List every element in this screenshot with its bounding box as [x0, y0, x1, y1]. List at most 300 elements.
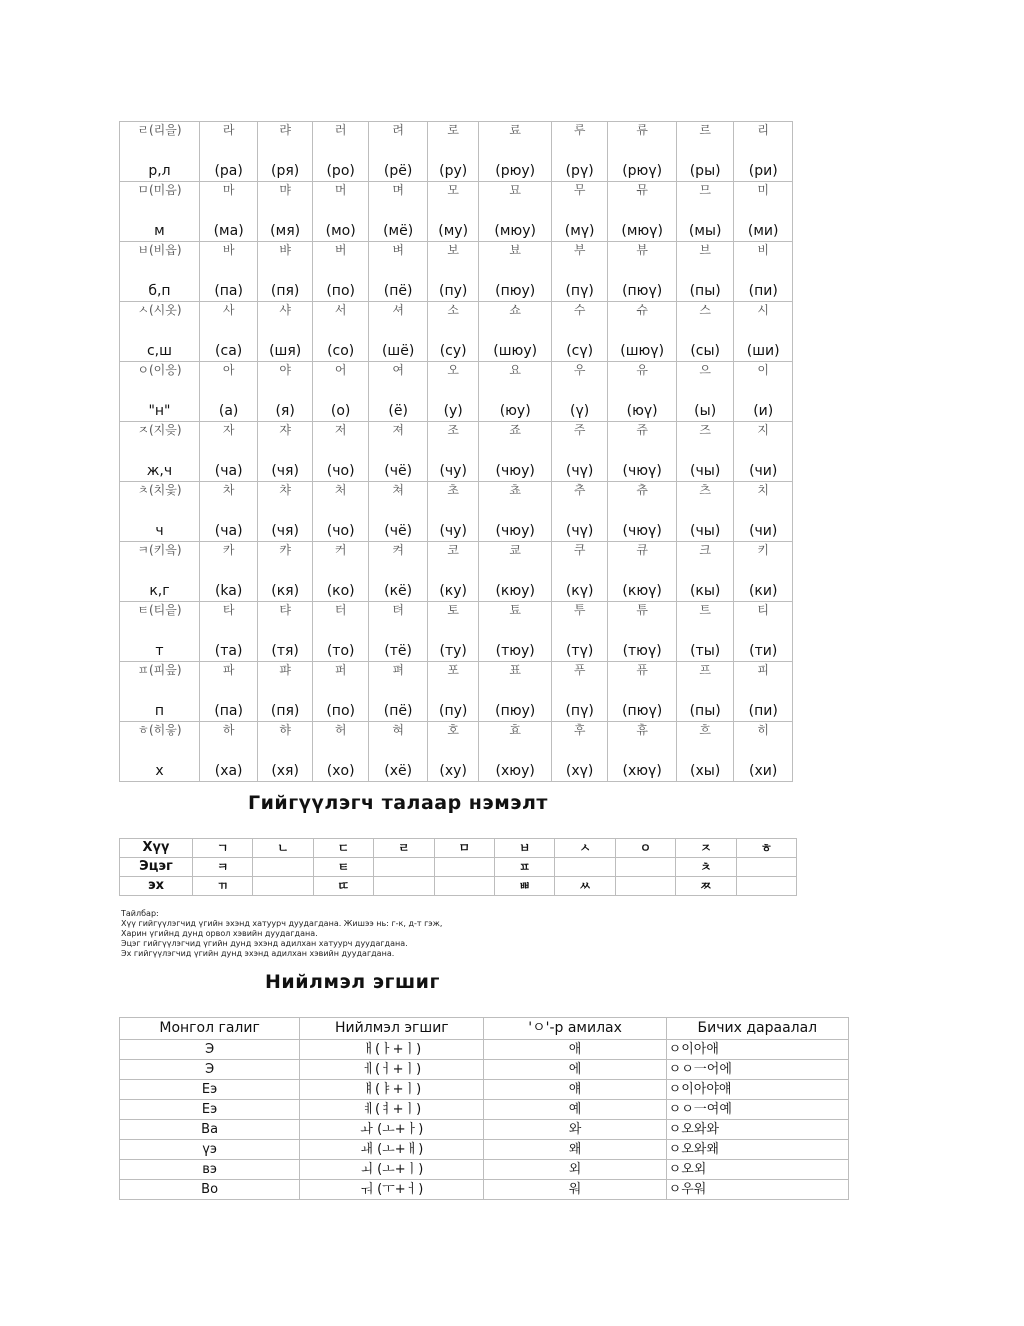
consonant-cell: ㅅ	[555, 839, 615, 858]
hangul-syllable: 므	[699, 183, 711, 197]
syllable-translit: (хү)	[565, 763, 594, 779]
hangul-syllable: 쳐	[392, 483, 404, 497]
hangul-syllable: 시	[757, 303, 769, 317]
syllable-cell	[734, 542, 793, 602]
consonant-translit: с,ш	[146, 343, 172, 359]
syllable-cell	[551, 182, 607, 242]
syllable-translit: (чюү)	[622, 463, 662, 479]
syllable-cell	[551, 482, 607, 542]
consonant-cell	[120, 722, 200, 782]
consonant-cell	[120, 302, 200, 362]
syllable-cell	[734, 482, 793, 542]
compound-vowel-cell: ㅔ(ㅓ+ㅣ)	[300, 1060, 484, 1080]
syllable-translit: (мү)	[564, 223, 595, 239]
syllable-translit: (кюу)	[495, 583, 535, 599]
syllable-translit: (пи)	[748, 703, 778, 719]
hangul-syllable: 쟈	[279, 423, 291, 437]
consonant-name: ㅋ(키읔)	[137, 543, 182, 557]
hangul-syllable: 소	[447, 303, 459, 317]
syllable-cell	[734, 422, 793, 482]
mongol-translit-cell: Еэ	[120, 1100, 300, 1120]
hangul-syllable: 켜	[392, 543, 404, 557]
syllable-cell	[676, 302, 734, 362]
syllable-translit: (ча)	[214, 523, 243, 539]
consonant-group-label: Хүү	[120, 839, 193, 858]
syllable-translit: (пюу)	[495, 703, 536, 719]
syllable-cell	[479, 362, 551, 422]
syllable-cell	[608, 302, 677, 362]
syllable-cell	[608, 542, 677, 602]
syllable-translit: (у)	[443, 403, 463, 419]
consonant-cell: ㅉ	[676, 877, 736, 896]
syllable-translit: (чо)	[326, 523, 355, 539]
syllable-cell	[551, 722, 607, 782]
hangul-syllable: 휴	[636, 723, 648, 737]
hangul-syllable: 흐	[699, 723, 711, 737]
syllable-translit: (хы)	[690, 763, 721, 779]
writing-order-cell: ㅇ오외	[666, 1160, 848, 1180]
consonant-cell	[120, 422, 200, 482]
compound-vowel-cell: ㅘ (ㅗ+ㅏ)	[300, 1120, 484, 1140]
table-row	[120, 1100, 849, 1120]
syllable-cell	[369, 602, 427, 662]
hangul-syllable: 챠	[279, 483, 291, 497]
hangul-syllable: 퍄	[279, 663, 291, 677]
syllable-translit: (пюү)	[622, 283, 663, 299]
hangul-syllable: 차	[222, 483, 235, 497]
hangul-syllable: 이	[757, 363, 769, 377]
consonant-cell: ㅌ	[313, 858, 373, 877]
syllable-cell	[258, 182, 313, 242]
table-row	[120, 858, 797, 877]
consonant-cell	[374, 877, 434, 896]
syllable-translit: (ро)	[326, 163, 355, 179]
syllable-translit: (ма)	[213, 223, 244, 239]
consonant-group-label: Эцэг	[120, 858, 193, 877]
consonant-cell: ㅇ	[615, 839, 675, 858]
syllable-cell	[676, 122, 734, 182]
syllable-translit: (чюу)	[495, 523, 535, 539]
syllable-translit: (кюү)	[622, 583, 662, 599]
consonant-note	[121, 909, 442, 959]
consonant-cell	[120, 122, 200, 182]
consonant-cell: ㅈ	[676, 839, 736, 858]
syllable-translit: (пюү)	[622, 703, 663, 719]
syllable-translit: (чи)	[749, 463, 778, 479]
syllable-cell	[312, 122, 368, 182]
consonant-cell: ㄲ	[193, 877, 253, 896]
hangul-syllable: 즈	[699, 423, 711, 437]
syllable-cell	[199, 362, 257, 422]
syllable-translit: (шюү)	[620, 343, 665, 359]
syllable-cell	[551, 542, 607, 602]
syllable-translit: (ты)	[690, 643, 721, 659]
consonant-cell: ㅋ	[193, 858, 253, 877]
consonant-name: ㅈ(지읒)	[137, 423, 182, 437]
hangul-syllable: 오	[447, 363, 459, 377]
consonant-translit: ч	[155, 523, 164, 539]
syllable-translit: (ру)	[439, 163, 468, 179]
hangul-syllable: 츠	[699, 483, 711, 497]
syllable-translit: (пя)	[270, 703, 300, 719]
table-row	[120, 722, 793, 782]
hangul-syllable: 주	[573, 423, 586, 437]
hangul-syllable: 뱌	[279, 243, 291, 257]
consonant-translit: б,п	[148, 283, 171, 299]
syllable-cell	[551, 602, 607, 662]
hangul-syllable: 카	[222, 543, 235, 557]
consonant-cell: ㄱ	[193, 839, 253, 858]
hangul-syllable: 라	[222, 123, 235, 137]
hangul-syllable: 혀	[392, 723, 404, 737]
syllable-cell	[608, 122, 677, 182]
syllable-cell	[258, 662, 313, 722]
mongol-translit-cell: Еэ	[120, 1080, 300, 1100]
hangul-syllable: 쿠	[573, 543, 586, 557]
hangul-syllable: 프	[699, 663, 711, 677]
syllable-translit: (пюу)	[495, 283, 536, 299]
syllable-translit: (кү)	[565, 583, 594, 599]
hangul-syllable: 커	[334, 543, 347, 557]
syllable-cell	[258, 722, 313, 782]
syllable-translit: (мя)	[270, 223, 301, 239]
syllable-translit: (ү)	[570, 403, 590, 419]
consonant-name: ㅎ(히읗)	[137, 723, 182, 737]
syllable-cell	[734, 722, 793, 782]
syllable-translit: (сү)	[566, 343, 594, 359]
syllable-cell	[676, 242, 734, 302]
syllable-translit: (со)	[327, 343, 355, 359]
syllable-cell	[427, 122, 479, 182]
syllable-cell	[676, 662, 734, 722]
hangul-syllable: 큐	[636, 543, 648, 557]
table-row	[120, 482, 793, 542]
syllable-translit: (ри)	[748, 163, 778, 179]
hangul-syllable: 허	[334, 723, 347, 737]
table-row	[120, 302, 793, 362]
hangul-syllable: 펴	[392, 663, 404, 677]
syllable-cell	[551, 362, 607, 422]
syllable-translit: (па)	[214, 283, 243, 299]
syllable-cell: 예	[484, 1100, 666, 1120]
hangul-syllable: 머	[334, 183, 347, 197]
writing-order-cell: ㅇㅇ一여예	[666, 1100, 848, 1120]
consonant-cell: ㅆ	[555, 877, 615, 896]
table-row	[120, 182, 793, 242]
syllable-translit: (пы)	[689, 703, 721, 719]
note-line: Эцэг гийгүүлэгчид үгийн дунд эхэнд адилхан хатуурч дуудагдана.	[121, 939, 408, 948]
note-line: Хүү гийгүүлэгчид үгийн эхэнд хатуурч дуудагдана. Жишээ нь: г-к, д-т гэж,	[121, 919, 443, 928]
hangul-syllable: 티	[757, 603, 769, 617]
hangul-syllable: 미	[757, 183, 769, 197]
hangul-syllable: 야	[279, 363, 291, 377]
syllable-translit: (мё)	[383, 223, 414, 239]
table-row	[120, 877, 797, 896]
syllable-translit: (чү)	[565, 523, 594, 539]
table-row	[120, 1140, 849, 1160]
syllable-translit: (ки)	[748, 583, 778, 599]
hangul-syllable: 죠	[509, 423, 521, 437]
syllable-cell	[608, 602, 677, 662]
hangul-syllable: 리	[757, 123, 769, 137]
consonant-cell: ㅍ	[494, 858, 554, 877]
syllable-cell	[427, 722, 479, 782]
table-row	[120, 1120, 849, 1140]
consonant-name: ㅌ(티읕)	[137, 603, 182, 617]
syllable-cell	[676, 482, 734, 542]
syllable-table	[119, 121, 793, 782]
hangul-syllable: 쥬	[636, 423, 648, 437]
hangul-syllable: 셔	[392, 303, 404, 317]
syllable-cell	[258, 482, 313, 542]
syllable-cell	[427, 362, 479, 422]
column-header: Нийлмэл эгшиг	[300, 1018, 484, 1040]
syllable-translit: (ку)	[439, 583, 468, 599]
syllable-translit: (тя)	[271, 643, 299, 659]
syllable-cell: 워	[484, 1180, 666, 1200]
compound-vowel-cell: ㅙ (ㅗ+ㅐ)	[300, 1140, 484, 1160]
syllable-cell	[676, 542, 734, 602]
syllable-translit: (чюү)	[622, 523, 662, 539]
syllable-translit: (ши)	[746, 343, 780, 359]
syllable-cell	[312, 722, 368, 782]
syllable-cell	[734, 362, 793, 422]
syllable-cell	[369, 182, 427, 242]
syllable-translit: (кы)	[689, 583, 721, 599]
syllable-translit: (чя)	[271, 463, 299, 479]
syllable-cell	[427, 422, 479, 482]
hangul-syllable: 아	[222, 363, 235, 377]
syllable-translit: (пу)	[438, 703, 468, 719]
consonant-cell: ㅃ	[494, 877, 554, 896]
hangul-syllable: 캬	[279, 543, 291, 557]
syllable-cell	[479, 422, 551, 482]
syllable-translit: (пя)	[270, 283, 300, 299]
syllable-cell	[608, 242, 677, 302]
hangul-syllable: 피	[757, 663, 769, 677]
note-line: Харин үгийнд дунд орвол хэвийн дуудагдана.	[121, 929, 318, 938]
table-row	[120, 1080, 849, 1100]
consonant-name: ㅅ(시옷)	[137, 303, 182, 317]
syllable-cell	[427, 302, 479, 362]
syllable-cell	[479, 242, 551, 302]
syllable-translit: (чё)	[384, 463, 413, 479]
syllable-translit: (ры)	[689, 163, 721, 179]
writing-order-cell: ㅇ오와와	[666, 1120, 848, 1140]
hangul-syllable: 우	[573, 363, 586, 377]
hangul-syllable: 토	[447, 603, 459, 617]
syllable-cell	[258, 242, 313, 302]
syllable-cell	[369, 542, 427, 602]
syllable-cell	[734, 242, 793, 302]
hangul-syllable: 크	[699, 543, 711, 557]
syllable-cell	[199, 122, 257, 182]
syllable-translit: (шюу)	[493, 343, 538, 359]
syllable-cell	[608, 362, 677, 422]
hangul-syllable: 서	[334, 303, 347, 317]
hangul-syllable: 조	[447, 423, 459, 437]
syllable-cell	[199, 482, 257, 542]
syllable-cell	[734, 602, 793, 662]
syllable-translit: (чу)	[439, 523, 467, 539]
table-row	[120, 242, 793, 302]
hangul-syllable: 보	[447, 243, 459, 257]
hangul-syllable: 루	[573, 123, 586, 137]
syllable-translit: (тё)	[384, 643, 412, 659]
syllable-translit: (пы)	[689, 283, 721, 299]
hangul-syllable: 키	[757, 543, 769, 557]
hangul-syllable: 햐	[279, 723, 291, 737]
consonant-cell: ㄷ	[313, 839, 373, 858]
syllable-translit: (хи)	[749, 763, 778, 779]
syllable-translit: (мы)	[688, 223, 722, 239]
consonant-name: ㅍ(피읖)	[137, 663, 182, 677]
vowel-table	[119, 1017, 849, 1200]
mongol-translit-cell: Ва	[120, 1120, 300, 1140]
consonant-translit: р,л	[148, 163, 171, 179]
syllable-cell	[676, 182, 734, 242]
syllable-cell	[199, 302, 257, 362]
syllable-translit: (мюү)	[621, 223, 663, 239]
hangul-syllable: 터	[334, 603, 347, 617]
syllable-translit: (чюу)	[495, 463, 535, 479]
consonant-cell	[736, 877, 796, 896]
consonant-cell	[253, 858, 313, 877]
syllable-cell	[199, 722, 257, 782]
syllable-cell: 왜	[484, 1140, 666, 1160]
consonant-translit: х	[155, 763, 164, 779]
table-row	[120, 1160, 849, 1180]
syllable-cell	[312, 542, 368, 602]
syllable-translit: (ka)	[214, 583, 243, 599]
syllable-translit: (пи)	[748, 283, 778, 299]
syllable-translit: (хя)	[271, 763, 299, 779]
syllable-translit: (шё)	[381, 343, 415, 359]
hangul-syllable: 비	[757, 243, 769, 257]
syllable-translit: (юү)	[626, 403, 658, 419]
note-line: Эх гийгүүлэгчид үгийн дунд эхэнд адилхан хэвийн дуудагдана.	[121, 949, 395, 958]
syllable-cell	[608, 422, 677, 482]
hangul-syllable: 치	[757, 483, 769, 497]
hangul-syllable: 뮤	[636, 183, 648, 197]
hangul-syllable: 하	[222, 723, 235, 737]
consonant-cell: ㄸ	[313, 877, 373, 896]
hangul-syllable: 브	[699, 243, 711, 257]
syllable-cell	[369, 242, 427, 302]
hangul-syllable: 류	[636, 123, 648, 137]
hangul-syllable: 툐	[509, 603, 521, 617]
syllable-cell	[312, 182, 368, 242]
syllable-cell	[199, 182, 257, 242]
syllable-cell	[258, 362, 313, 422]
syllable-cell	[199, 422, 257, 482]
consonant-cell	[555, 858, 615, 877]
syllable-cell: 와	[484, 1120, 666, 1140]
hangul-syllable: 타	[222, 603, 235, 617]
mongol-translit-cell: Во	[120, 1180, 300, 1200]
hangul-syllable: 바	[222, 243, 235, 257]
table-row	[120, 1060, 849, 1080]
syllable-cell	[734, 302, 793, 362]
syllable-cell	[479, 122, 551, 182]
consonant-cell	[434, 877, 494, 896]
syllable-cell	[676, 362, 734, 422]
syllable-translit: (юу)	[499, 403, 531, 419]
hangul-syllable: 요	[509, 363, 521, 377]
syllable-translit: (хюү)	[622, 763, 662, 779]
syllable-translit: (чы)	[690, 463, 721, 479]
syllable-cell	[479, 182, 551, 242]
table-row	[120, 362, 793, 422]
consonant-cell	[374, 858, 434, 877]
table-row	[120, 1180, 849, 1200]
hangul-syllable: 수	[573, 303, 586, 317]
syllable-translit: (су)	[439, 343, 467, 359]
syllable-cell	[258, 122, 313, 182]
consonant-cell	[120, 662, 200, 722]
syllable-cell	[551, 122, 607, 182]
consonant-section-title: Гийгүүлэгч талаар нэмэлт	[248, 792, 548, 814]
syllable-cell	[427, 182, 479, 242]
consonant-cell	[120, 602, 200, 662]
syllable-cell	[479, 542, 551, 602]
syllable-cell	[608, 722, 677, 782]
syllable-translit: (пу)	[438, 283, 468, 299]
consonant-cell	[615, 858, 675, 877]
hangul-syllable: 히	[757, 723, 769, 737]
consonant-group-label: эх	[120, 877, 193, 896]
syllable-translit: (сы)	[690, 343, 720, 359]
table-row	[120, 422, 793, 482]
syllable-translit: (пү)	[565, 283, 594, 299]
syllable-cell	[427, 542, 479, 602]
table-row	[120, 542, 793, 602]
syllable-cell	[676, 722, 734, 782]
consonant-cell: ㄹ	[374, 839, 434, 858]
syllable-translit: (кя)	[271, 583, 300, 599]
hangul-syllable: 표	[509, 663, 521, 677]
syllable-cell	[312, 302, 368, 362]
consonant-cell: ㅂ	[494, 839, 554, 858]
hangul-syllable: 추	[573, 483, 586, 497]
syllable-cell	[199, 542, 257, 602]
syllable-cell	[369, 482, 427, 542]
hangul-syllable: 샤	[279, 303, 291, 317]
syllable-translit: (та)	[214, 643, 243, 659]
consonant-translit: м	[154, 223, 165, 239]
hangul-syllable: 효	[509, 723, 521, 737]
syllable-translit: (а)	[218, 403, 239, 419]
mongol-translit-cell: вэ	[120, 1160, 300, 1180]
syllable-translit: (ха)	[214, 763, 243, 779]
syllable-cell	[312, 662, 368, 722]
consonant-cell: ㄴ	[253, 839, 313, 858]
consonant-cell: ㅎ	[736, 839, 796, 858]
hangul-syllable: 여	[392, 363, 404, 377]
syllable-cell	[479, 482, 551, 542]
mongol-translit-cell: Э	[120, 1040, 300, 1060]
syllable-cell	[479, 602, 551, 662]
hangul-syllable: 포	[447, 663, 459, 677]
writing-order-cell: ㅇ이아애	[666, 1040, 848, 1060]
table-row	[120, 122, 793, 182]
syllable-translit: (рё)	[383, 163, 413, 179]
syllable-translit: (му)	[438, 223, 469, 239]
hangul-syllable: 후	[573, 723, 586, 737]
compound-vowel-cell: ㅖ(ㅕ+ㅣ)	[300, 1100, 484, 1120]
consonant-cell	[120, 362, 200, 422]
hangul-syllable: 버	[334, 243, 347, 257]
